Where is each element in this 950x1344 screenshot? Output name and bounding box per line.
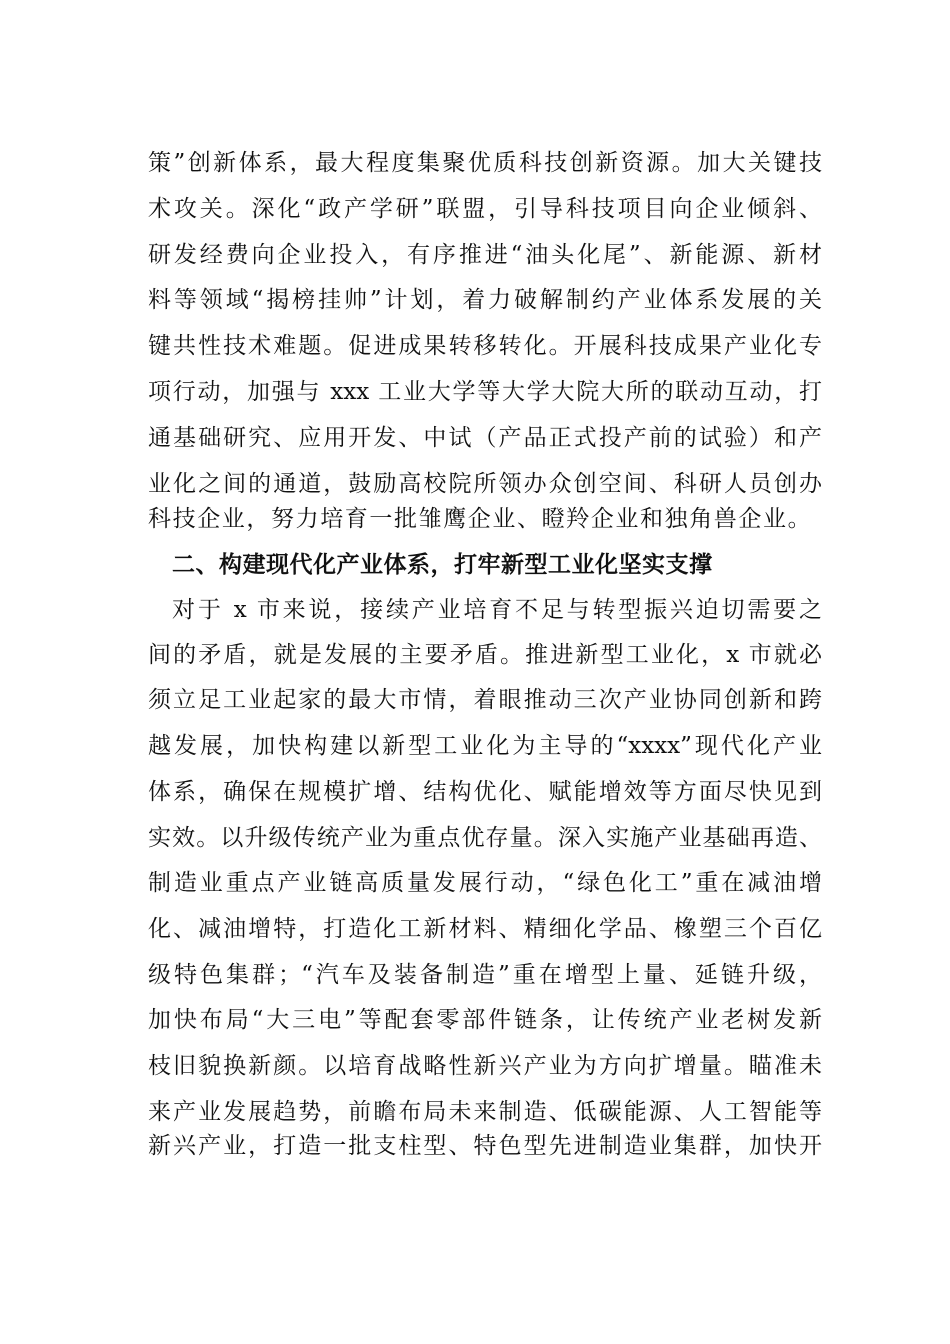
text-line: 制造业重点产业链高质量发展行动，“绿色化工”重在减油增 — [148, 870, 822, 896]
text-line: 通基础研究、应用开发、中试（产品正式投产前的试验）和产 — [148, 425, 822, 451]
text-line: 策”创新体系，最大程度集聚优质科技创新资源。加大关键技 — [148, 150, 822, 176]
section-heading: 二、构建现代化产业体系，打牢新型工业化坚实支撑 — [172, 552, 713, 578]
text-line: 料等领域“揭榜挂帅”计划，着力破解制约产业体系发展的关 — [148, 287, 822, 313]
text-line: 来产业发展趋势，前瞻布局未来制造、低碳能源、人工智能等 — [148, 1099, 822, 1125]
text-line: 键共性技术难题。促进成果转移转化。开展科技成果产业化专 — [148, 333, 822, 359]
text-line: 对于 x 市来说，接续产业培育不足与转型振兴迫切需要之 — [172, 597, 822, 623]
text-line: 实效。以升级传统产业为重点优存量。深入实施产业基础再造、 — [148, 825, 822, 851]
text-line: 级特色集群；“汽车及装备制造”重在增型上量、延链升级， — [148, 962, 822, 988]
text-line: 越发展，加快构建以新型工业化为主导的“xxxx”现代化产业 — [148, 733, 822, 759]
text-line: 业化之间的通道，鼓励高校院所领办众创空间、科研人员创办 — [148, 471, 822, 497]
text-line: 枝旧貌换新颜。以培育战略性新兴产业为方向扩增量。瞄准未 — [148, 1053, 822, 1079]
text-line: 研发经费向企业投入，有序推进“油头化尾”、新能源、新材 — [148, 242, 822, 268]
text-line: 化、减油增特，打造化工新材料、精细化学品、橡塑三个百亿 — [148, 916, 822, 942]
text-line: 体系，确保在规模扩增、结构优化、赋能增效等方面尽快见到 — [148, 779, 822, 805]
text-line: 间的矛盾，就是发展的主要矛盾。推进新型工业化，x 市就必 — [148, 642, 822, 668]
text-line: 加快布局“大三电”等配套零部件链条，让传统产业老树发新 — [148, 1007, 822, 1033]
text-line: 新兴产业，打造一批支柱型、特色型先进制造业集群，加快开 — [148, 1133, 822, 1159]
text-line: 项行动，加强与 xxx 工业大学等大学大院大所的联动互动，打 — [148, 379, 822, 405]
text-line: 术攻关。深化“政产学研”联盟，引导科技项目向企业倾斜、 — [148, 196, 822, 222]
text-line: 科技企业，努力培育一批雏鹰企业、瞪羚企业和独角兽企业。 — [148, 506, 813, 532]
text-line: 须立足工业起家的最大市情，着眼推动三次产业协同创新和跨 — [148, 687, 822, 713]
